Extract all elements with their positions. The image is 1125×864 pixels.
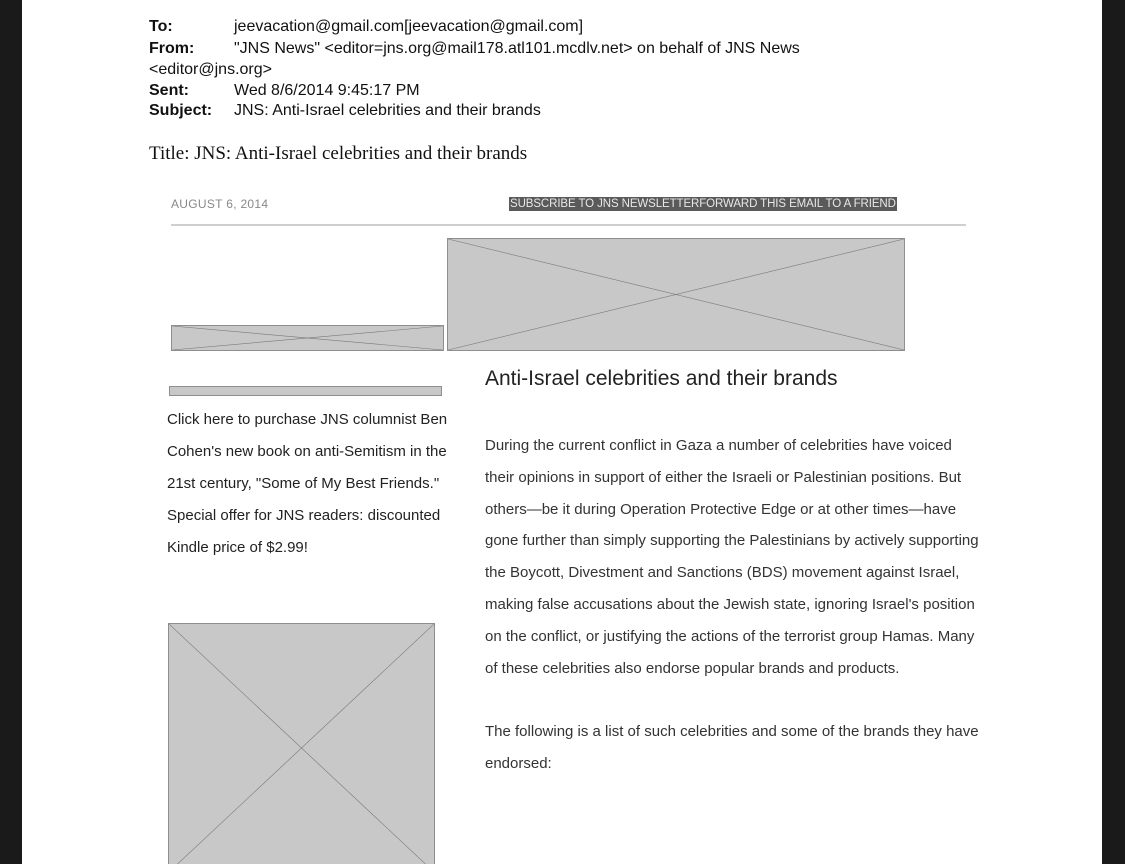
newsletter-date: AUGUST 6, 2014 bbox=[171, 197, 269, 211]
from-value-continued: <editor@jns.org> bbox=[149, 61, 272, 78]
subject-row bbox=[149, 102, 212, 120]
broken-image-icon bbox=[448, 239, 904, 350]
subscribe-link[interactable]: SUBSCRIBE TO JNS NEWSLETTER bbox=[510, 198, 700, 210]
sent-row bbox=[149, 82, 189, 100]
sidebar-thin-image-placeholder[interactable] bbox=[169, 386, 442, 396]
newsletter-links-bar bbox=[509, 197, 897, 211]
sent-value: Wed 8/6/2014 9:45:17 PM bbox=[234, 82, 420, 99]
subject-label: Subject: bbox=[149, 102, 213, 119]
document-page bbox=[22, 0, 1102, 864]
document-title: Title: JNS: Anti-Israel celebrities and their brands bbox=[149, 143, 528, 164]
sent-label: Sent: bbox=[149, 82, 189, 99]
banner-image-placeholder[interactable] bbox=[447, 238, 905, 351]
book-cover-image-placeholder[interactable] bbox=[168, 623, 435, 864]
logo-image-placeholder[interactable] bbox=[171, 325, 444, 351]
from-row bbox=[149, 40, 194, 58]
to-value: jeevacation@gmail.com[jeevacation@gmail.com] bbox=[234, 18, 584, 35]
article-paragraph: The following is a list of such celebrities and some of the brands they have endorsed: bbox=[485, 723, 979, 773]
from-label: From: bbox=[149, 40, 195, 57]
from-value: "JNS News" <editor=jns.org@mail178.atl101.mcdlv.net> on behalf of JNS News bbox=[234, 40, 800, 57]
to-row bbox=[149, 18, 173, 36]
article-headline: Anti-Israel celebrities and their brands bbox=[485, 367, 838, 390]
to-label: To: bbox=[149, 18, 173, 35]
subject-value: JNS: Anti-Israel celebrities and their brands bbox=[234, 102, 541, 119]
header-divider bbox=[171, 224, 966, 226]
article-body bbox=[485, 430, 980, 812]
forward-email-link[interactable]: FORWARD THIS EMAIL TO A FRIEND bbox=[699, 198, 896, 210]
article-paragraph: During the current conflict in Gaza a number of celebrities have voiced their opinions in support of either the Israeli or Palestinian positions. But others—be it during Operation Protective Edge or at other times—have gone further than simply supporting the Palestinians by actively supporting the Boycott, Divestment and Sanctions (BDS) movement against Israel, making false accusations about the Jewish state, ignoring Israel's position on the conflict, or justifying the actions of the terrorist group Hamas. Many of these celebrities also endorse popular brands and products. bbox=[485, 437, 979, 677]
broken-image-icon bbox=[169, 624, 434, 864]
book-promo-link[interactable]: Click here to purchase JNS columnist Ben Cohen's new book on anti-Semitism in the 21st century, "Some of My Best Friends." Special offer for JNS readers: discounted Kindle price of $2.99! bbox=[167, 411, 448, 556]
broken-image-icon bbox=[172, 326, 443, 350]
